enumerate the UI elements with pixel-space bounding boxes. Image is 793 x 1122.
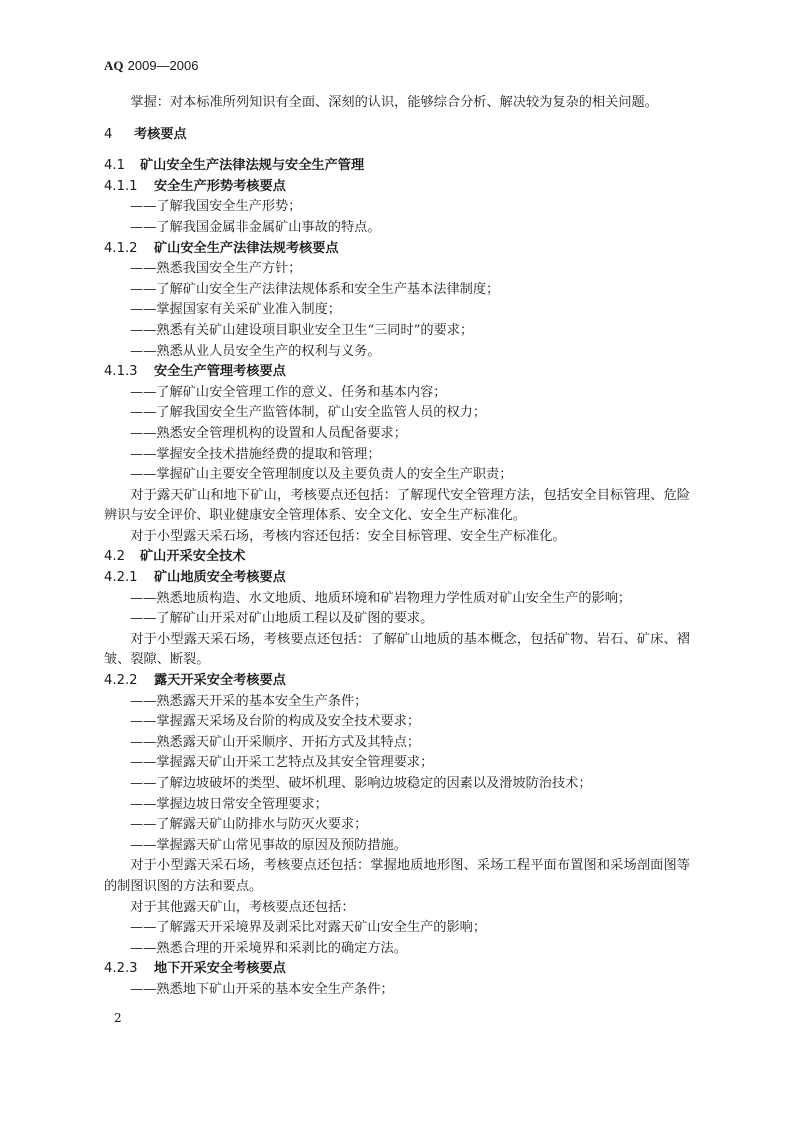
list-item: ——了解露天开采境界及剥采比对露天矿山安全生产的影响； — [130, 920, 487, 936]
section-heading-4-1 — [104, 156, 690, 177]
section-number: 4.2.1 — [104, 570, 138, 586]
section-heading-4-1-3 — [104, 362, 690, 383]
list-item: ——了解矿山安全生产法律法规体系和安全生产基本法律制度； — [130, 281, 500, 297]
paragraph: 对于小型露天采石场，考核要点还包括：掌握地质地形图、采场工程平面布置图和采场剖面图等的制图识图的方法和要点。 — [104, 858, 690, 894]
list-item: ——掌握安全技术措施经费的提取和管理； — [130, 446, 381, 462]
section-heading-4-2 — [104, 547, 690, 568]
list-item: ——掌握边坡日常安全管理要求； — [130, 796, 328, 812]
list-item: ——熟悉露天矿山开采顺序、开拓方式及其特点； — [130, 734, 421, 750]
paragraph: 对于露天矿山和地下矿山，考核要点还包括：了解现代安全管理方法，包括安全目标管理、危险辨识与安全评价、职业健康安全管理体系、安全文化、安全生产标准化。 — [104, 487, 690, 524]
section-heading-4-1-2 — [104, 239, 690, 260]
list-item: ——掌握露天矿山开采工艺特点及其安全管理要求； — [130, 755, 434, 771]
section-number: 4.1.2 — [104, 240, 138, 256]
list-item: ——熟悉从业人员安全生产的权利与义务。 — [130, 343, 381, 359]
section-number: 4.2.2 — [104, 673, 138, 689]
list-item: ——了解矿山开采对矿山地质工程以及矿图的要求。 — [130, 611, 434, 627]
list-item: ——掌握国家有关采矿业准入制度； — [130, 302, 341, 318]
section-heading-4-1-1 — [104, 177, 690, 198]
paragraph: 对于小型露天采石场，考核要点还包括：了解矿山地质的基本概念，包括矿物、岩石、矿床、褶皱、裂隙、断裂。 — [104, 631, 690, 668]
section-title: 地下开采安全考核要点 — [154, 961, 286, 977]
list-item: ——了解露天矿山防排水与防灭火要求； — [130, 817, 368, 833]
list-item: ——了解边坡破坏的类型、破坏机理、影响边坡稳定的因素以及滑坡防治技术； — [130, 776, 592, 791]
list-item: ——掌握露天矿山常见事故的原因及预防措施。 — [130, 837, 407, 853]
section-title: 矿山开采安全技术 — [140, 549, 246, 565]
list-item: ——熟悉地质构造、水文地质、地质环境和矿岩物理力学性质对矿山安全生产的影响； — [130, 590, 632, 606]
page-number: 2 — [114, 1011, 122, 1025]
intro-paragraph: 掌握：对本标准所列知识有全面、深刻的认识，能够综合分析、解决较为复杂的相关问题。 — [130, 95, 658, 110]
section-title: 矿山安全生产法律法规考核要点 — [154, 240, 339, 256]
section-number: 4.1.1 — [104, 178, 138, 194]
list-item: ——熟悉露天开采的基本安全生产条件； — [130, 693, 368, 709]
list-item: ——了解我国金属非金属矿山事故的特点。 — [130, 219, 381, 235]
section-title: 矿山安全生产法律法规与安全生产管理 — [140, 158, 365, 174]
list-item: ——了解我国安全生产监管体制，矿山安全监管人员的权力； — [130, 405, 487, 421]
standard-code: AQ — [104, 58, 124, 73]
list-item: ——熟悉我国安全生产方针； — [130, 261, 302, 277]
list-item: ——了解我国安全生产形势； — [130, 199, 302, 215]
running-header — [104, 58, 198, 74]
document-body — [104, 93, 690, 1001]
section-heading-4-2-1 — [104, 568, 690, 589]
section-title: 露天开采安全考核要点 — [154, 673, 286, 689]
list-item: ——掌握露天采场及台阶的构成及安全技术要求； — [130, 714, 421, 730]
list-item: ——了解矿山安全管理工作的意义、任务和基本内容； — [130, 384, 447, 400]
section-heading-4-2-2 — [104, 671, 690, 692]
section-number: 4 — [104, 126, 113, 142]
paragraph: 对于小型露天采石场，考核内容还包括：安全目标管理、安全生产标准化。 — [130, 528, 566, 544]
section-title: 安全生产管理考核要点 — [154, 364, 286, 380]
section-number: 4.2.3 — [104, 961, 138, 977]
list-item: ——熟悉合理的开采境界和采剥比的确定方法。 — [130, 940, 407, 956]
paragraph: 对于其他露天矿山，考核要点还包括： — [130, 899, 355, 915]
section-title: 安全生产形势考核要点 — [154, 178, 286, 194]
list-item: ——掌握矿山主要安全管理制度以及主要负责人的安全生产职责； — [130, 467, 513, 483]
section-number: 4.1 — [104, 158, 125, 174]
section-title: 考核要点 — [134, 126, 187, 142]
section-heading-4 — [104, 125, 690, 146]
section-heading-4-2-3 — [104, 959, 690, 980]
section-number: 4.1.3 — [104, 364, 138, 380]
section-title: 矿山地质安全考核要点 — [154, 570, 286, 586]
list-item: ——熟悉地下矿山开采的基本安全生产条件； — [130, 981, 394, 997]
section-number: 4.2 — [104, 549, 125, 565]
standard-number: 2009—2006 — [127, 58, 199, 73]
list-item: ——熟悉安全管理机构的设置和人员配备要求； — [130, 425, 407, 441]
list-item: ——熟悉有关矿山建设项目职业安全卫生“三同时”的要求； — [130, 322, 474, 338]
